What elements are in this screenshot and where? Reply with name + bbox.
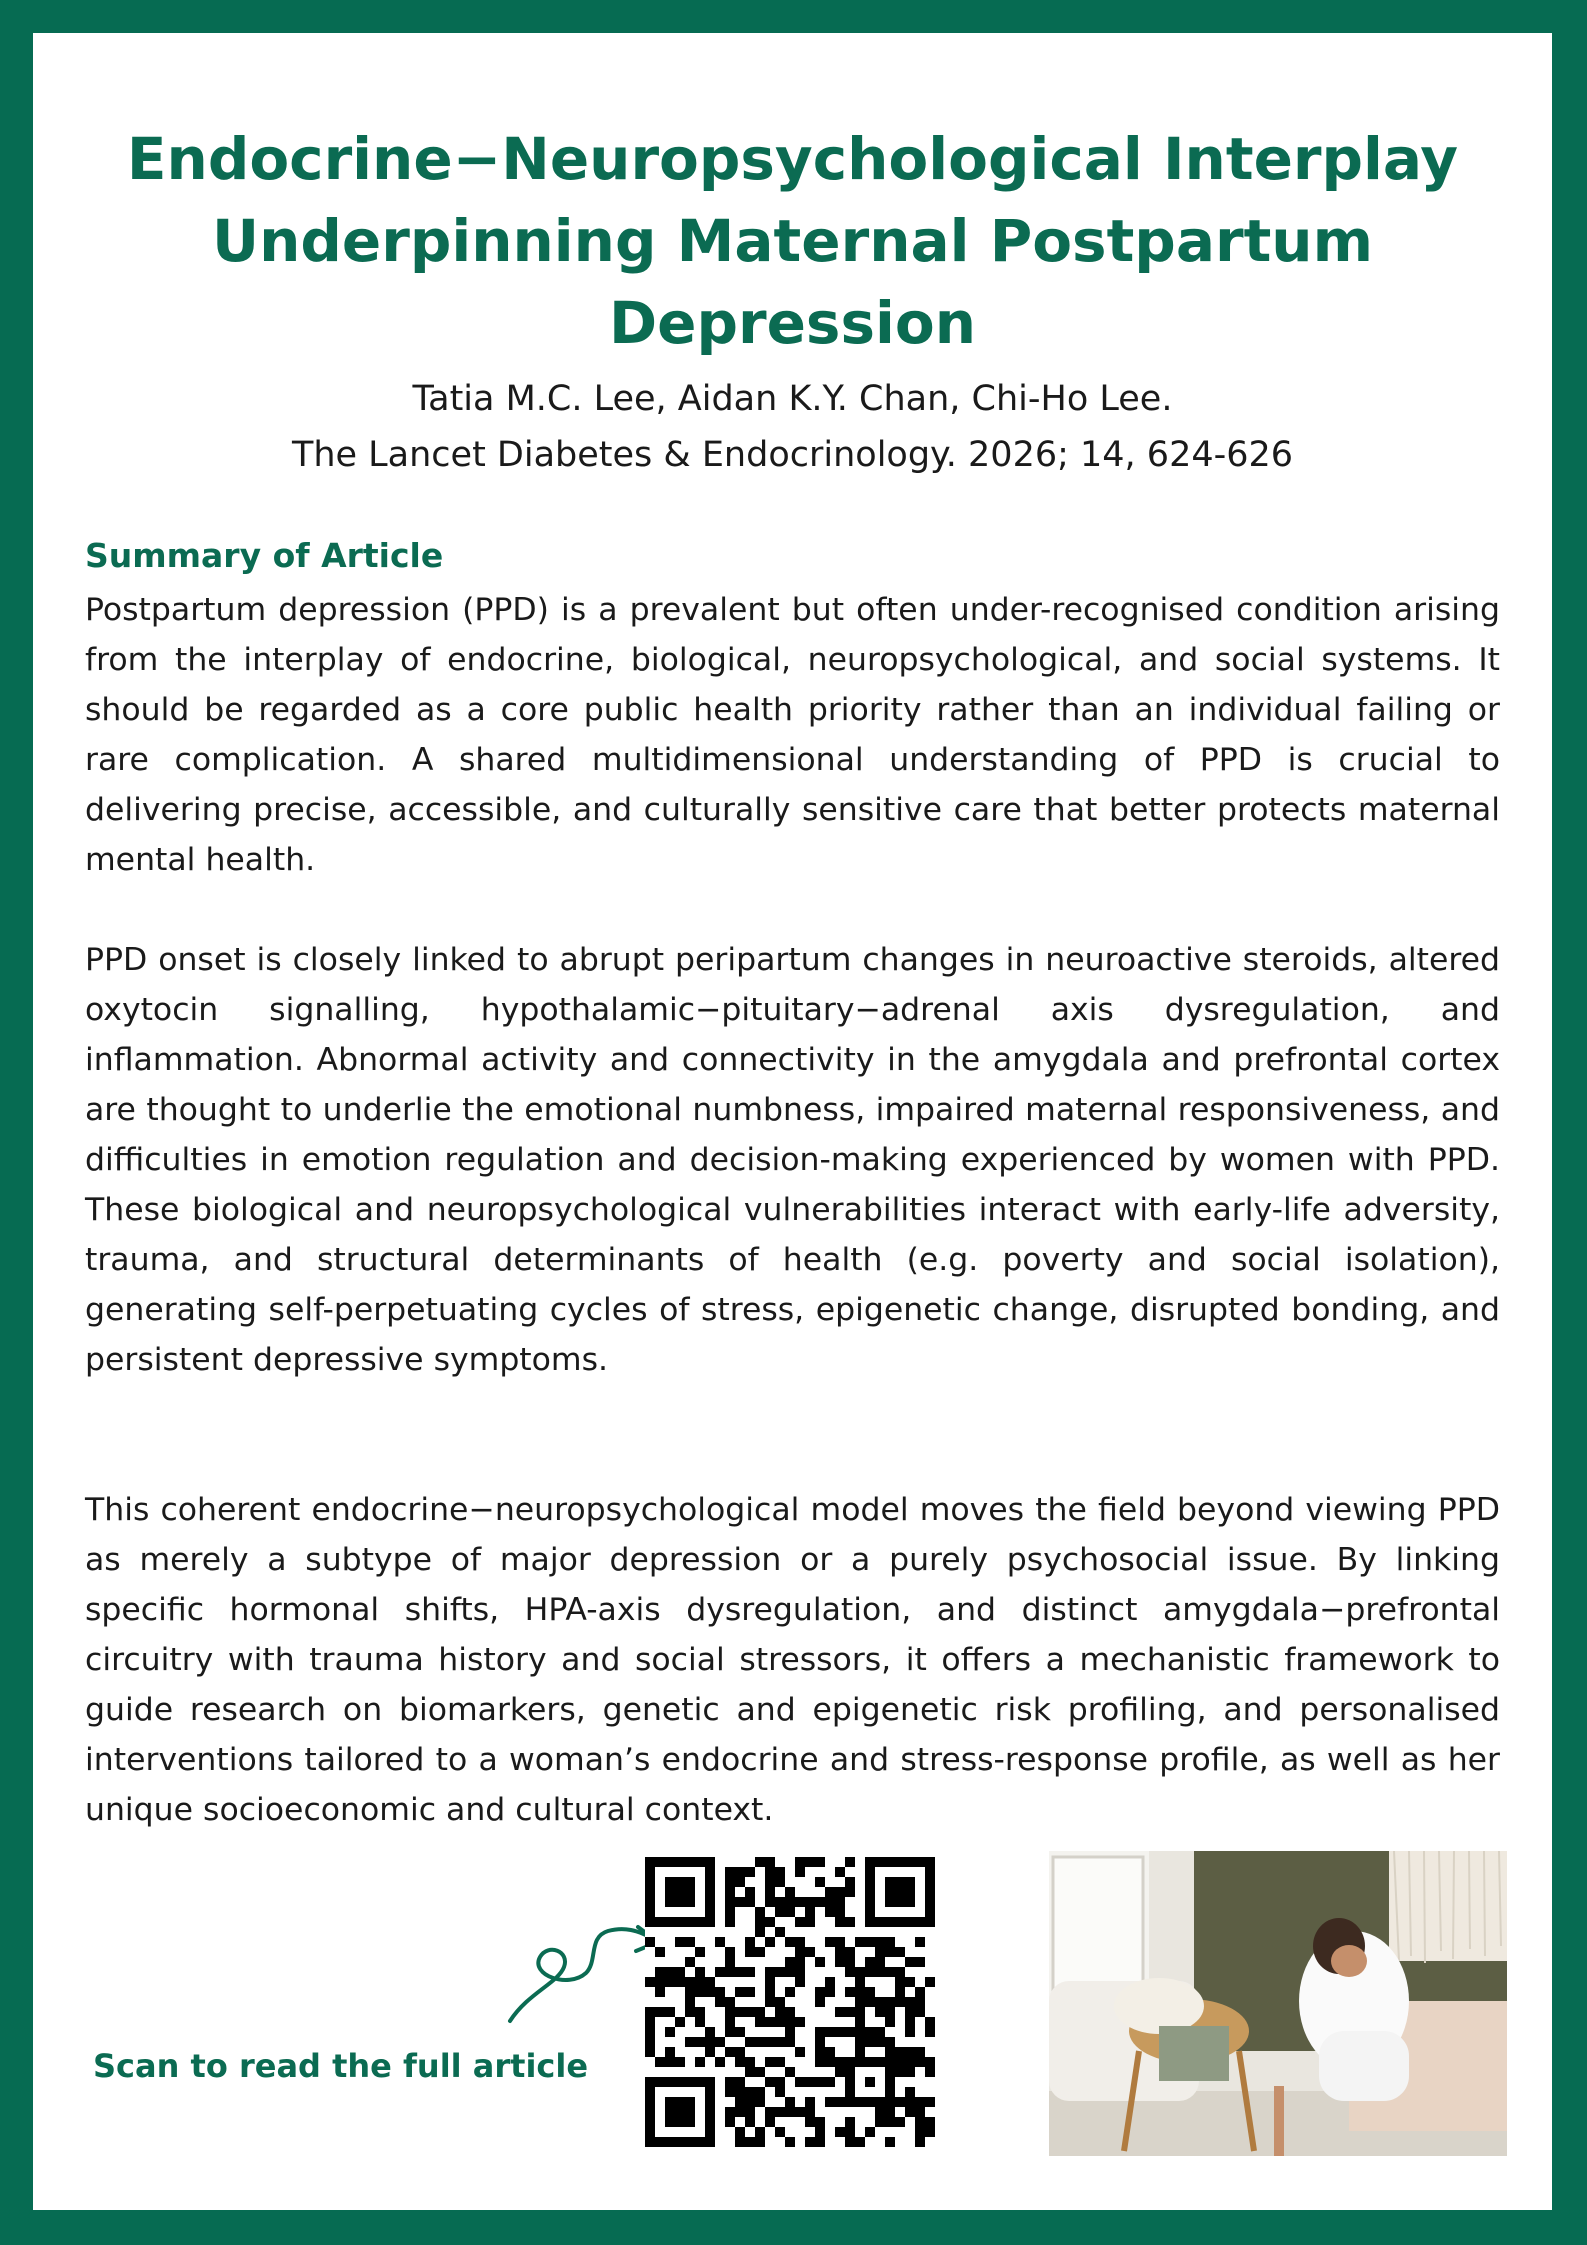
journal-reference: The Lancet Diabetes & Endocrinology. 2026; 14, 624-626 — [291, 435, 1294, 475]
citation — [33, 371, 1552, 483]
title-line-1: Endocrine−Neuropsychological Interplay — [126, 125, 1459, 193]
poster-page — [33, 33, 1552, 2210]
qr-code[interactable] — [645, 1857, 935, 2147]
article-photo — [1049, 1851, 1507, 2156]
title-line-2: Underpinning Maternal Postpartum Depression — [211, 207, 1374, 357]
summary-heading: Summary of Article — [85, 536, 444, 575]
summary-paragraph-2: PPD onset is closely linked to abrupt peripartum changes in neuroactive steroids, altered oxytocin signalling, hypothalamic−pituitary−adrenal axis dysregulation, and inflammation. Abnormal activity and connectivity in the amygdala and prefrontal cortex are thought to underlie the emotional numbness, impaired maternal responsiveness, and difficulties in emotion regulation and decision-making experienced by women with PPD. These biological and neuropsychological vulnerabilities interact with early-life adversity, trauma, and structural determinants of health (e.g. poverty and social isolation), generating self-perpetuating cycles of stress, epigenetic change, disrupted bonding, and persistent depressive symptoms. — [85, 942, 1500, 1378]
scan-label: Scan to read the full article — [93, 2047, 589, 2085]
author-list: Tatia M.C. Lee, Aidan K.Y. Chan, Chi-Ho Lee. — [412, 379, 1173, 419]
summary-paragraph-3: This coherent endocrine−neuropsychological model moves the field beyond viewing PPD as merely a subtype of major depression or a purely psychosocial issue. By linking specific hormonal shifts, HPA-axis dysregulation, and distinct amygdala−prefrontal circuitry with trauma history and social stressors, it offers a mechanistic framework to guide research on biomarkers, genetic and epigenetic risk profiling, and personalised interventions tailored to a woman’s endocrine and stress-response profile, as well as her unique socioeconomic and cultural context. — [85, 1492, 1500, 1828]
curly-arrow-icon — [498, 1913, 668, 2033]
summary-paragraph-1: Postpartum depression (PPD) is a prevalent but often under-recognised condition arising from the interplay of endocrine, biological, neuropsychological, and social systems. It should be regarded as a core public health priority rather than an individual failing or rare complication. A shared multidimensional understanding of PPD is crucial to delivering precise, accessible, and culturally sensitive care that better protects maternal mental health. — [85, 592, 1500, 878]
page-title — [33, 118, 1552, 364]
